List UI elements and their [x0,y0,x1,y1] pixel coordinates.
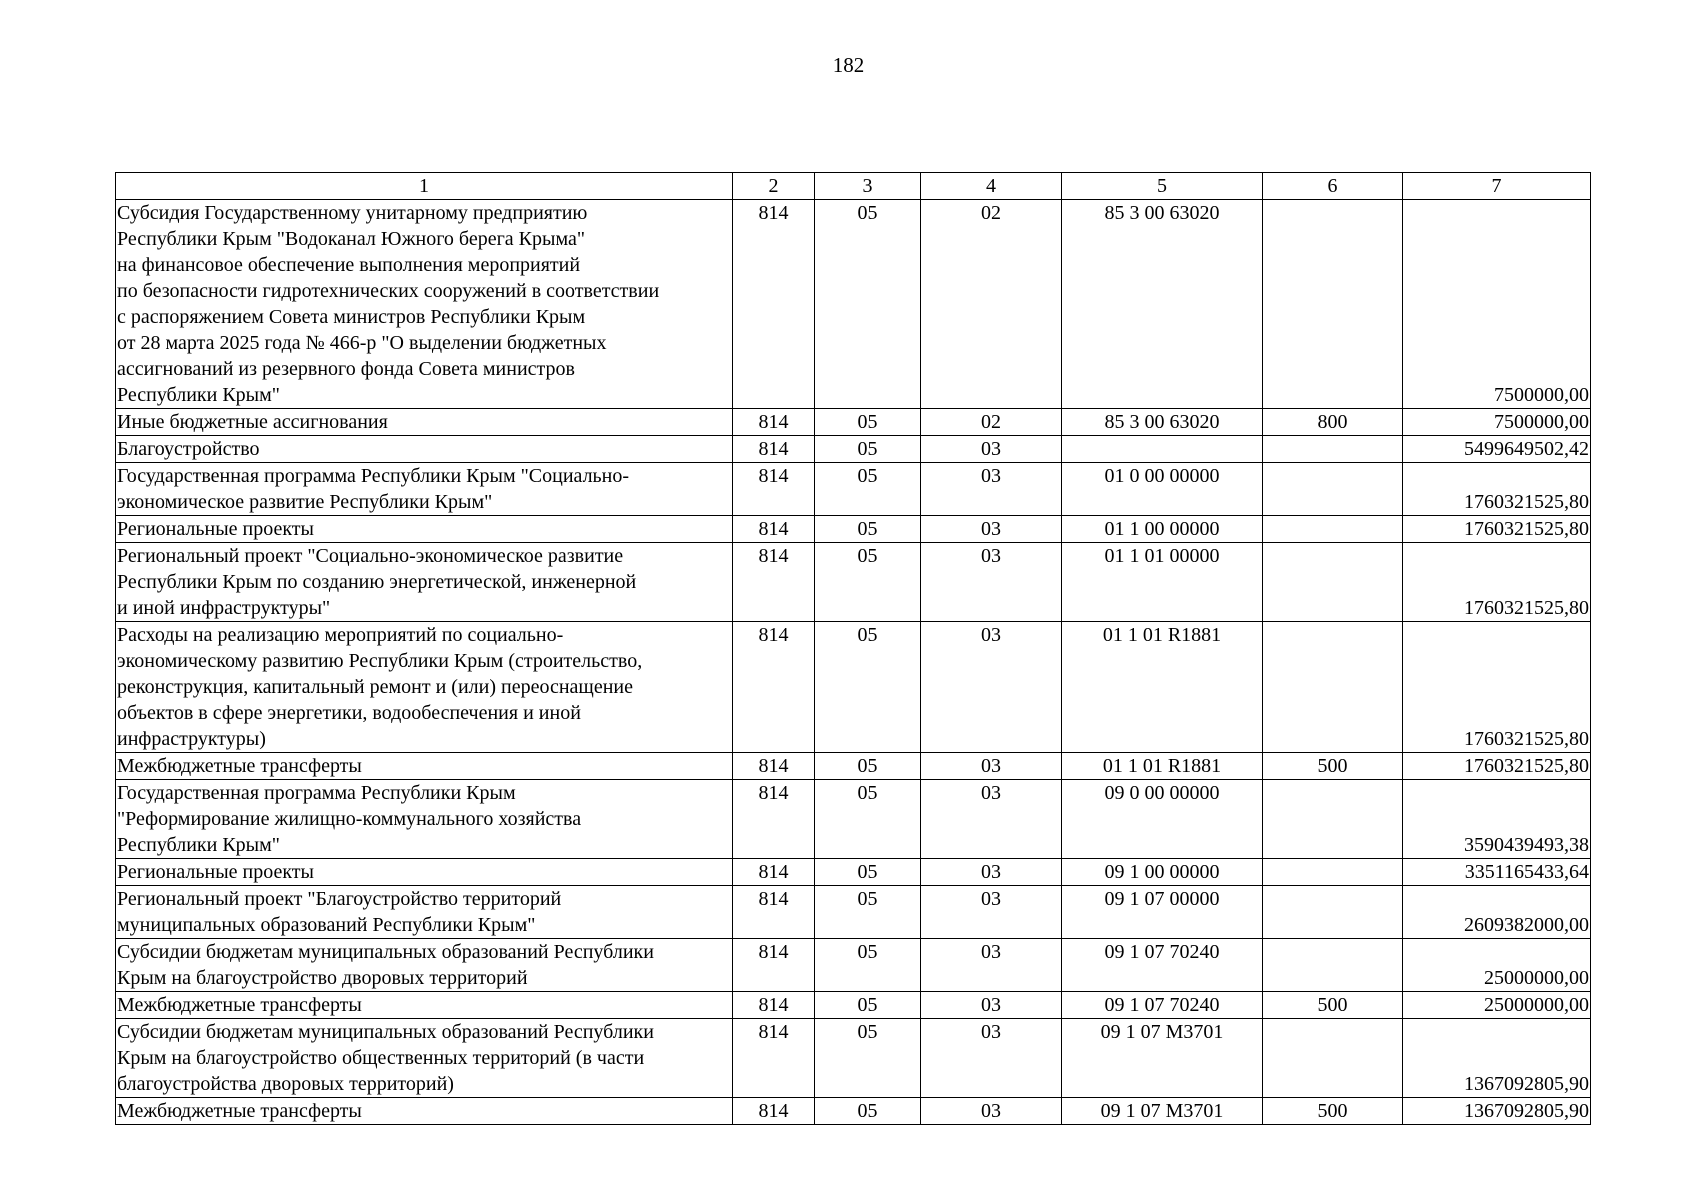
row-col2-cell: 814 [733,939,815,992]
row-col6-cell [1263,543,1403,622]
table-row [116,859,1591,886]
table-row [116,753,1591,780]
row-col5-cell: 09 1 07 00000 [1062,886,1263,939]
row-col2-cell: 814 [733,200,815,409]
row-col5-cell: 09 1 07 70240 [1062,939,1263,992]
row-col3-cell: 05 [815,516,921,543]
row-col6-cell [1263,886,1403,939]
row-col2-cell: 814 [733,780,815,859]
row-amount-cell: 1367092805,90 [1403,1019,1591,1098]
row-col5-cell: 01 1 00 00000 [1062,516,1263,543]
row-col3-cell: 05 [815,463,921,516]
table-row [116,886,1591,939]
table-row [116,436,1591,463]
table-row [116,622,1591,753]
row-col2-cell: 814 [733,1098,815,1125]
row-name-cell: Межбюджетные трансферты [116,992,733,1019]
row-col5-cell: 85 3 00 63020 [1062,409,1263,436]
row-col3-cell: 05 [815,859,921,886]
row-name-cell: Межбюджетные трансферты [116,753,733,780]
row-col3-cell: 05 [815,753,921,780]
row-col5-cell: 85 3 00 63020 [1062,200,1263,409]
row-col2-cell: 814 [733,859,815,886]
row-col3-cell: 05 [815,409,921,436]
row-amount-cell: 1367092805,90 [1403,1098,1591,1125]
header-row [116,173,1591,200]
table-row [116,543,1591,622]
row-col3-cell: 05 [815,886,921,939]
row-col5-cell: 09 1 07 70240 [1062,992,1263,1019]
row-col4-cell: 03 [921,1019,1062,1098]
header-cell-1: 1 [116,173,733,200]
table-row [116,200,1591,409]
row-name-cell: Субсидии бюджетам муниципальных образований Республики Крым на благоустройство дворовых территорий [116,939,733,992]
row-col2-cell: 814 [733,753,815,780]
row-col5-cell: 01 1 01 R1881 [1062,622,1263,753]
row-col4-cell: 03 [921,780,1062,859]
row-amount-cell: 2609382000,00 [1403,886,1591,939]
table-row [116,1019,1591,1098]
row-col6-cell [1263,622,1403,753]
row-col6-cell [1263,780,1403,859]
header-cell-6: 6 [1263,173,1403,200]
row-col3-cell: 05 [815,543,921,622]
row-col2-cell: 814 [733,436,815,463]
row-col4-cell: 03 [921,436,1062,463]
row-name-cell: Субсидии бюджетам муниципальных образований Республики Крым на благоустройство общественных территорий (в части благоустройства дворовых территорий) [116,1019,733,1098]
table-row [116,939,1591,992]
table-row [116,409,1591,436]
row-col4-cell: 02 [921,200,1062,409]
row-name-cell: Благоустройство [116,436,733,463]
row-amount-cell: 7500000,00 [1403,200,1591,409]
row-name-cell: Региональный проект "Социально-экономическое развитие Республики Крым по созданию энергетической, инженерной и иной инфраструктуры" [116,543,733,622]
page-number: 182 [832,53,865,77]
row-col5-cell: 01 1 01 R1881 [1062,753,1263,780]
row-col2-cell: 814 [733,1019,815,1098]
row-col2-cell: 814 [733,543,815,622]
row-col2-cell: 814 [733,463,815,516]
row-col6-cell [1263,859,1403,886]
row-col3-cell: 05 [815,200,921,409]
row-name-cell: Региональные проекты [116,859,733,886]
table-header [116,173,1591,200]
row-col6-cell: 500 [1263,992,1403,1019]
row-col3-cell: 05 [815,1098,921,1125]
row-col3-cell: 05 [815,436,921,463]
row-col6-cell: 500 [1263,1098,1403,1125]
row-col4-cell: 03 [921,543,1062,622]
row-col5-cell: 09 1 07 M3701 [1062,1019,1263,1098]
header-cell-5: 5 [1062,173,1263,200]
row-name-cell: Расходы на реализацию мероприятий по социально- экономическому развитию Республики Крым (строительство, реконструкция, капитальный ремонт и (или) переоснащение объектов в сфере энергетики, водообеспечения и иной инфраструктуры) [116,622,733,753]
row-col3-cell: 05 [815,780,921,859]
table-row [116,1098,1591,1125]
row-col6-cell [1263,1019,1403,1098]
row-name-cell: Региональный проект "Благоустройство территорий муниципальных образований Республики Крым" [116,886,733,939]
row-col4-cell: 03 [921,886,1062,939]
row-amount-cell: 1760321525,80 [1403,463,1591,516]
row-col6-cell [1263,200,1403,409]
row-name-cell: Межбюджетные трансферты [116,1098,733,1125]
row-amount-cell: 1760321525,80 [1403,543,1591,622]
row-col6-cell [1263,436,1403,463]
row-name-cell: Иные бюджетные ассигнования [116,409,733,436]
row-col5-cell [1062,436,1263,463]
row-col5-cell: 01 0 00 00000 [1062,463,1263,516]
row-col2-cell: 814 [733,516,815,543]
row-amount-cell: 5499649502,42 [1403,436,1591,463]
row-col5-cell: 09 1 07 M3701 [1062,1098,1263,1125]
header-cell-3: 3 [815,173,921,200]
row-amount-cell: 1760321525,80 [1403,753,1591,780]
row-amount-cell: 7500000,00 [1403,409,1591,436]
row-col6-cell [1263,939,1403,992]
row-col5-cell: 01 1 01 00000 [1062,543,1263,622]
row-name-cell: Государственная программа Республики Крым "Социально- экономическое развитие Республики Крым" [116,463,733,516]
row-col5-cell: 09 0 00 00000 [1062,780,1263,859]
row-col4-cell: 02 [921,409,1062,436]
row-col4-cell: 03 [921,939,1062,992]
header-cell-2: 2 [733,173,815,200]
table-row [116,780,1591,859]
row-col6-cell: 800 [1263,409,1403,436]
row-amount-cell: 1760321525,80 [1403,516,1591,543]
row-col2-cell: 814 [733,992,815,1019]
row-col3-cell: 05 [815,992,921,1019]
row-amount-cell: 25000000,00 [1403,992,1591,1019]
table-row [116,992,1591,1019]
row-amount-cell: 25000000,00 [1403,939,1591,992]
table-row [116,463,1591,516]
row-col4-cell: 03 [921,516,1062,543]
row-amount-cell: 3351165433,64 [1403,859,1591,886]
header-cell-7: 7 [1403,173,1591,200]
row-amount-cell: 3590439493,38 [1403,780,1591,859]
row-name-cell: Субсидия Государственному унитарному предприятию Республики Крым "Водоканал Южного берега Крыма" на финансовое обеспечение выполнения мероприятий по безопасности гидротехнических сооружений в соответствии с распоряжением Совета министров Республики Крым от 28 марта 2025 года № 466-р "О выделении бюджетных ассигнований из резервного фонда Совета министров Республики Крым" [116,200,733,409]
row-col3-cell: 05 [815,622,921,753]
header-cell-4: 4 [921,173,1062,200]
row-col5-cell: 09 1 00 00000 [1062,859,1263,886]
row-col2-cell: 814 [733,409,815,436]
row-amount-cell: 1760321525,80 [1403,622,1591,753]
row-col4-cell: 03 [921,992,1062,1019]
row-col6-cell [1263,516,1403,543]
row-col2-cell: 814 [733,622,815,753]
budget-table [115,172,1591,1125]
table-row [116,516,1591,543]
row-col2-cell: 814 [733,886,815,939]
row-name-cell: Региональные проекты [116,516,733,543]
row-col4-cell: 03 [921,622,1062,753]
row-col3-cell: 05 [815,939,921,992]
row-col4-cell: 03 [921,1098,1062,1125]
row-name-cell: Государственная программа Республики Крым "Реформирование жилищно-коммунального хозяйства Республики Крым" [116,780,733,859]
row-col6-cell [1263,463,1403,516]
row-col6-cell: 500 [1263,753,1403,780]
row-col4-cell: 03 [921,753,1062,780]
table-body [116,200,1591,1125]
row-col4-cell: 03 [921,859,1062,886]
row-col4-cell: 03 [921,463,1062,516]
row-col3-cell: 05 [815,1019,921,1098]
